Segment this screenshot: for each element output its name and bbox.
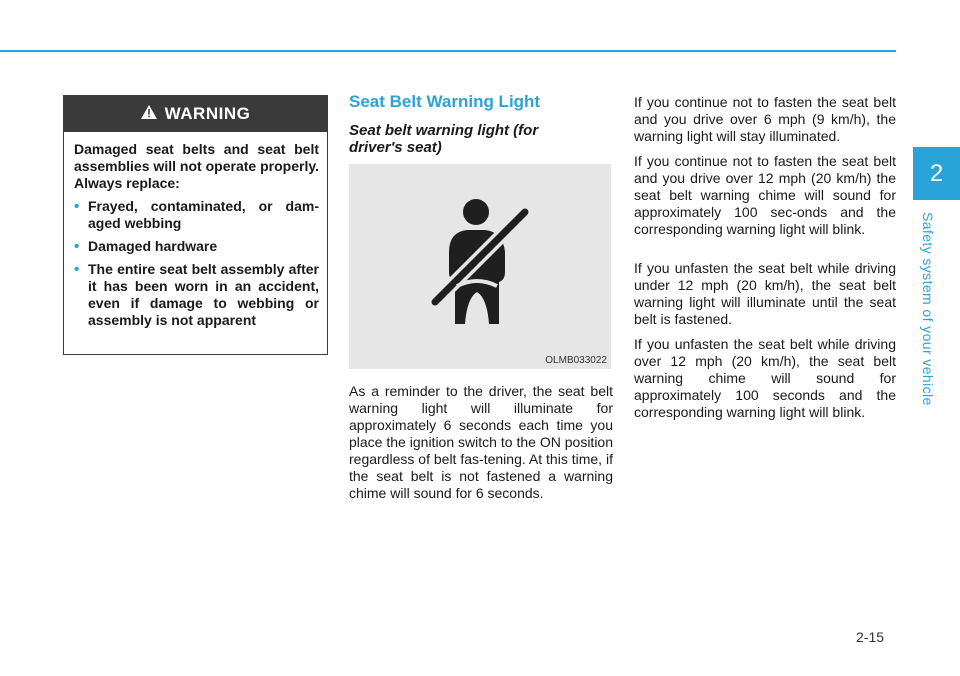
warning-intro: Damaged seat belts and seat belt assemblies will not operate properly. Always replace: (74, 141, 319, 191)
seat-belt-figure (349, 164, 611, 369)
warning-box (63, 95, 328, 355)
seat-belt-icon (429, 194, 539, 334)
section-subtitle: Seat belt warning light (for driver's seat) (349, 122, 539, 156)
right-paragraph: If you unfasten the seat belt while driving over 12 mph (20 km/h), the seat belt warning chime will sound for approximately 100 seconds and the corresponding warning light will blink. (634, 336, 896, 420)
middle-column (349, 92, 613, 502)
warning-heading: WARNING (164, 104, 251, 123)
warning-header (64, 96, 327, 132)
page-number: 2-15 (856, 629, 885, 645)
warning-body (64, 132, 327, 329)
right-paragraph: If you unfasten the seat belt while driving under 12 mph (20 km/h), the seat belt warning light will illuminate until the seat belt is fastened. (634, 260, 896, 327)
right-paragraph: If you continue not to fasten the seat belt and you drive over 12 mph (20 km/h) the seat belt warning chime will sound for approximately 100 sec-onds and the corresponding warning light will blink. (634, 153, 896, 237)
section-paragraph: As a reminder to the driver, the seat belt warning light will illuminate for approximately 6 seconds each time you place the ignition switch to the ON position regardless of belt fas-tening. At this time, if the seat belt is not fastened a warning chime will sound for 6 seconds. (349, 383, 613, 501)
list-item: • The entire seat belt assembly after it has been worn in an accident, even if damage to webbing or assembly is not apparent (74, 261, 319, 329)
warning-triangle-icon (141, 104, 157, 124)
warning-list (74, 198, 319, 329)
section-title: Seat Belt Warning Light (349, 92, 541, 111)
right-column (634, 94, 896, 429)
right-paragraph: If you continue not to fasten the seat belt and you drive over 6 mph (9 km/h), the warning light will stay illuminated. (634, 94, 896, 144)
chapter-title: Safety system of your vehicle (920, 212, 936, 406)
figure-code: OLMB033022 (545, 355, 607, 366)
chapter-number: 2 (929, 160, 944, 187)
chapter-tab (913, 147, 960, 200)
list-item: • Damaged hardware (74, 238, 319, 255)
top-rule (0, 50, 896, 52)
list-item: • Frayed, contaminated, or dam-aged webbing (74, 198, 319, 232)
